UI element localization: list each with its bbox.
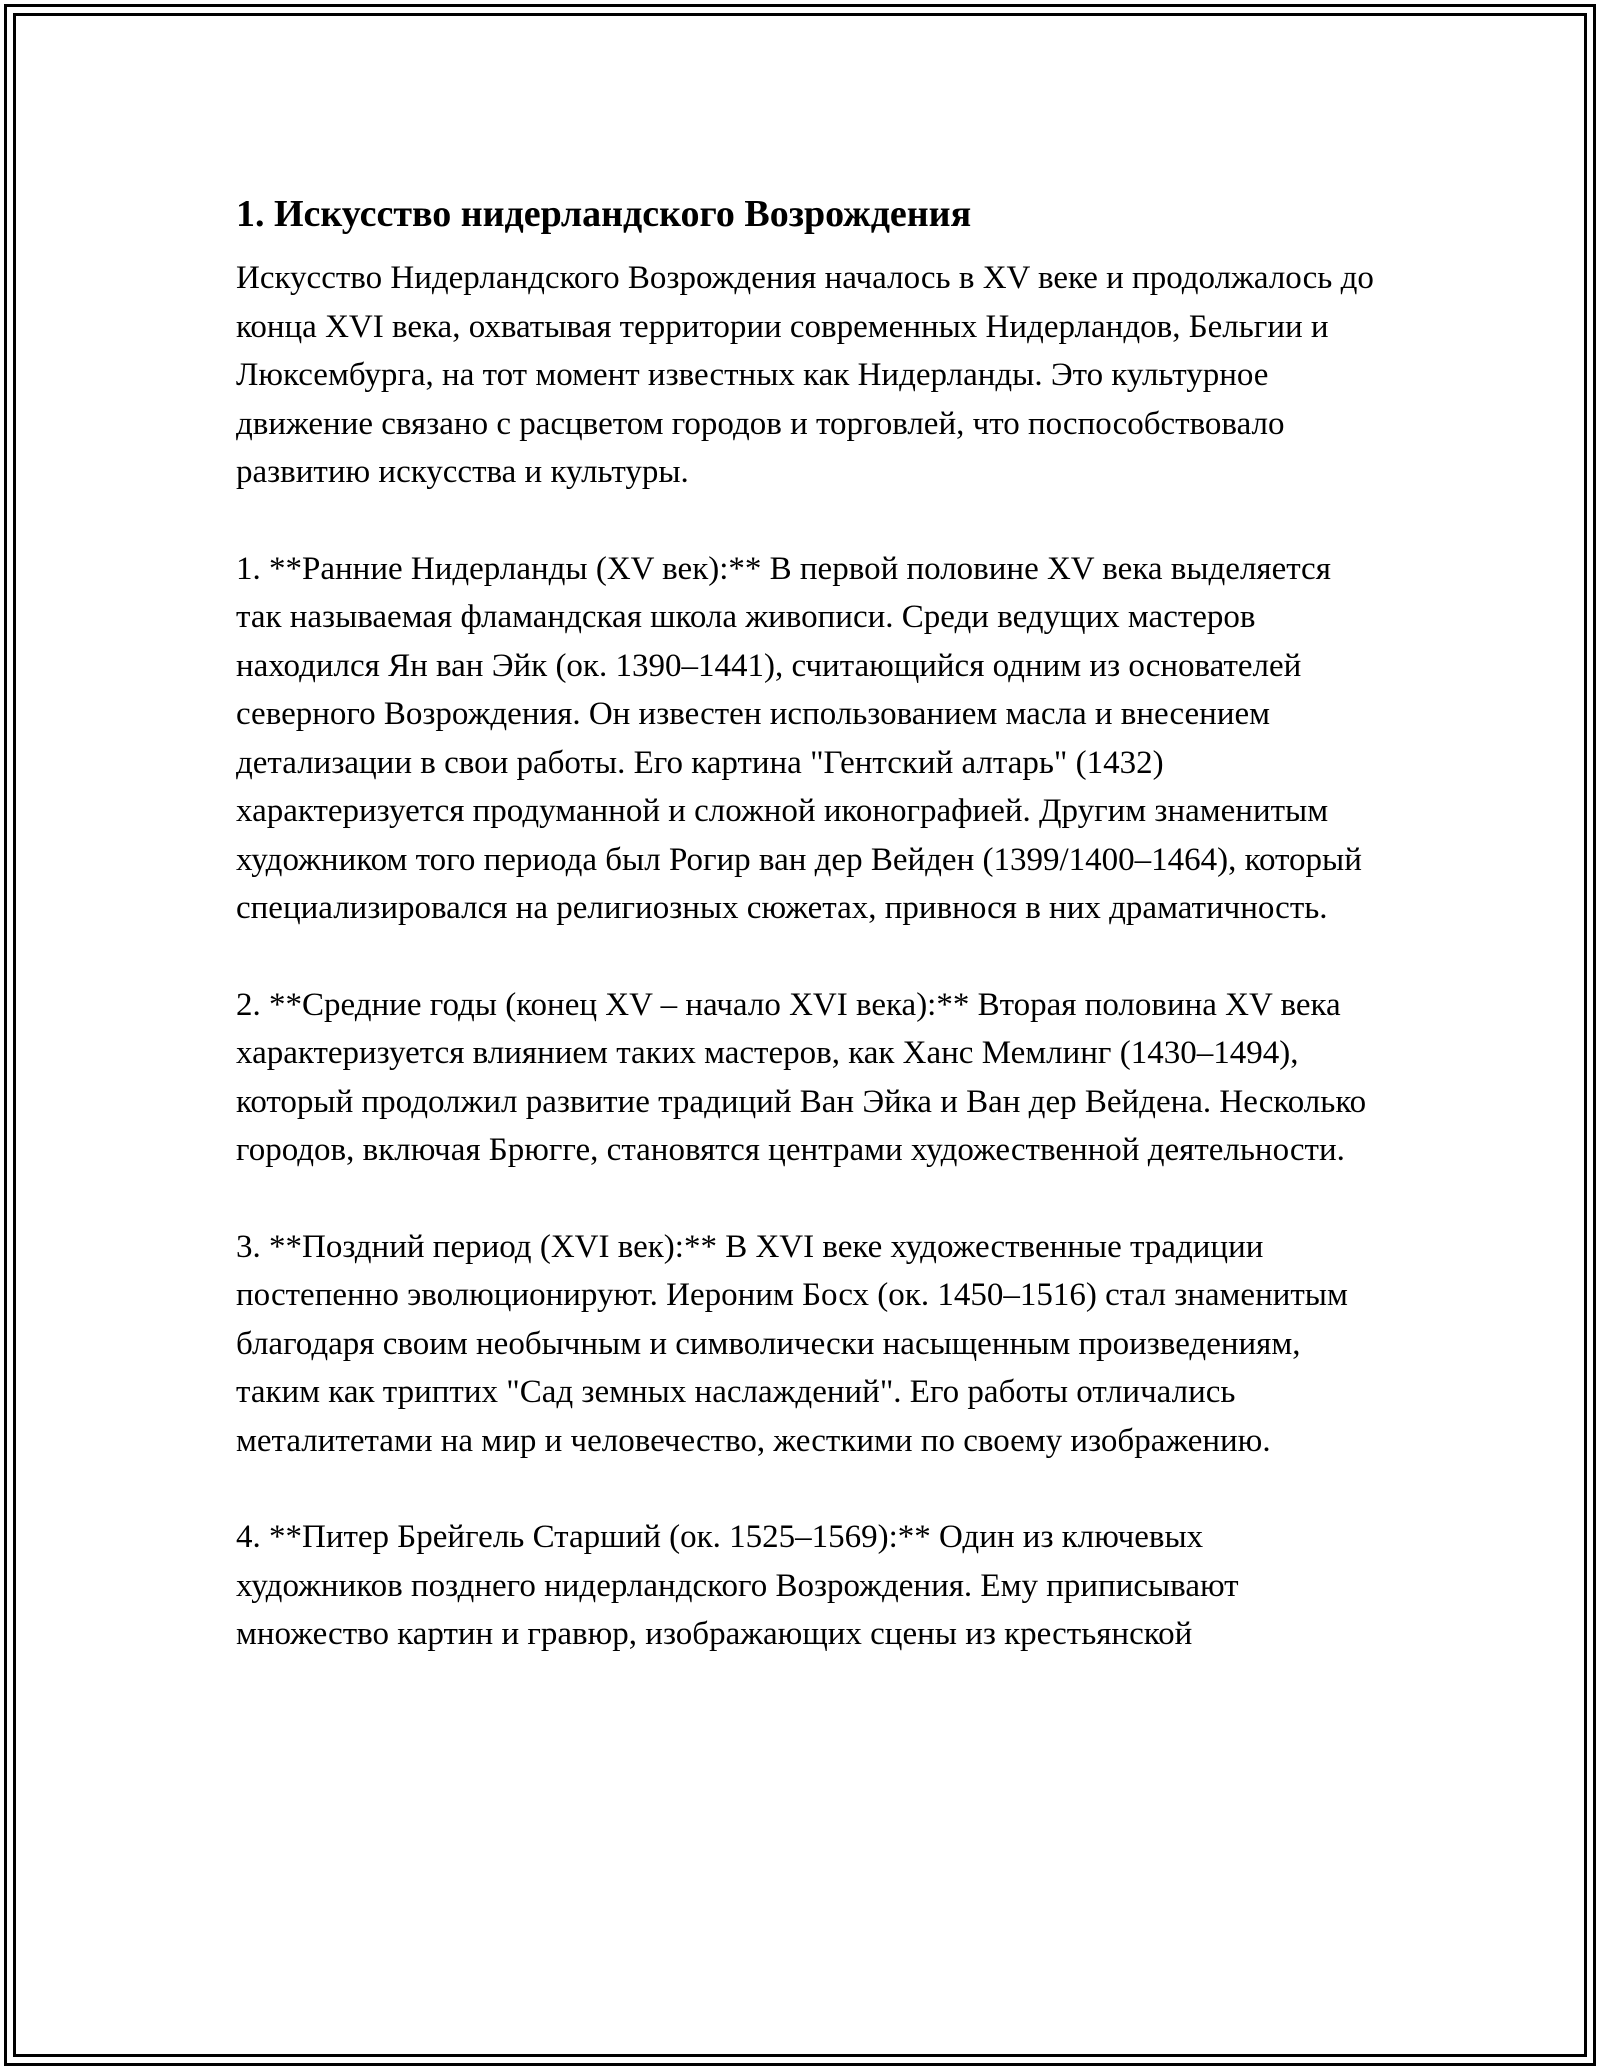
document-body <box>236 186 1376 1659</box>
paragraph-bruegel: 4. **Питер Брейгель Старший (ок. 1525–1569):** Один из ключевых художников позднего нидерландского Возрождения. Ему приписывают множество картин и гравюр, изображающих сцены из крестьянской <box>236 1519 1239 1652</box>
paragraph-intro: Искусство Нидерландского Возрождения началось в XV веке и продолжалось до конца XVI века, охватывая территории современных Нидерландов, Бельгии и Люксембурга, на тот момент известных как Нидерланды. Это культурное движение связано с расцветом городов и торговлей, что поспособствовало развитию искусства и культуры. <box>236 260 1374 490</box>
paragraph-late-period: 3. **Поздний период (XVI век):** В XVI веке художественные традиции постепенно эволюционируют. Иероним Босх (ок. 1450–1516) стал знаменитым благодаря своим необычным и символически насыщенным произведениям, таким как триптих "Сад земных наслаждений". Его работы отличались металитетами на мир и человечество, жесткими по своему изображению. <box>236 1228 1348 1459</box>
paragraph-middle-years: 2. **Средние годы (конец XV – начало XVI века):** Вторая половина XV века характеризуется влиянием таких мастеров, как Ханс Мемлинг (1430–1494), который продолжил развитие традиций Ван Эйка и Ван дер Вейдена. Несколько городов, включая Брюгге, становятся центрами художественной деятельности. <box>236 986 1367 1168</box>
paragraph-early-netherlands: 1. **Ранние Нидерланды (XV век):** В первой половине XV века выделяется так называемая фламандская школа живописи. Среди ведущих мастеров находился Ян ван Эйк (ок. 1390–1441), считающийся одним из основателей северного Возрождения. Он известен использованием масла и внесением детализации в свои работы. Его картина "Гентский алтарь" (1432) характеризуется продуманной и сложной иконографией. Другим знаменитым художником того периода был Рогир ван дер Вейден (1399/1400–1464), который специализировался на религиозных сюжетах, привнося в них драматичность. <box>236 550 1362 926</box>
document-title: 1. Искусство нидерландского Возрождения <box>236 193 972 235</box>
